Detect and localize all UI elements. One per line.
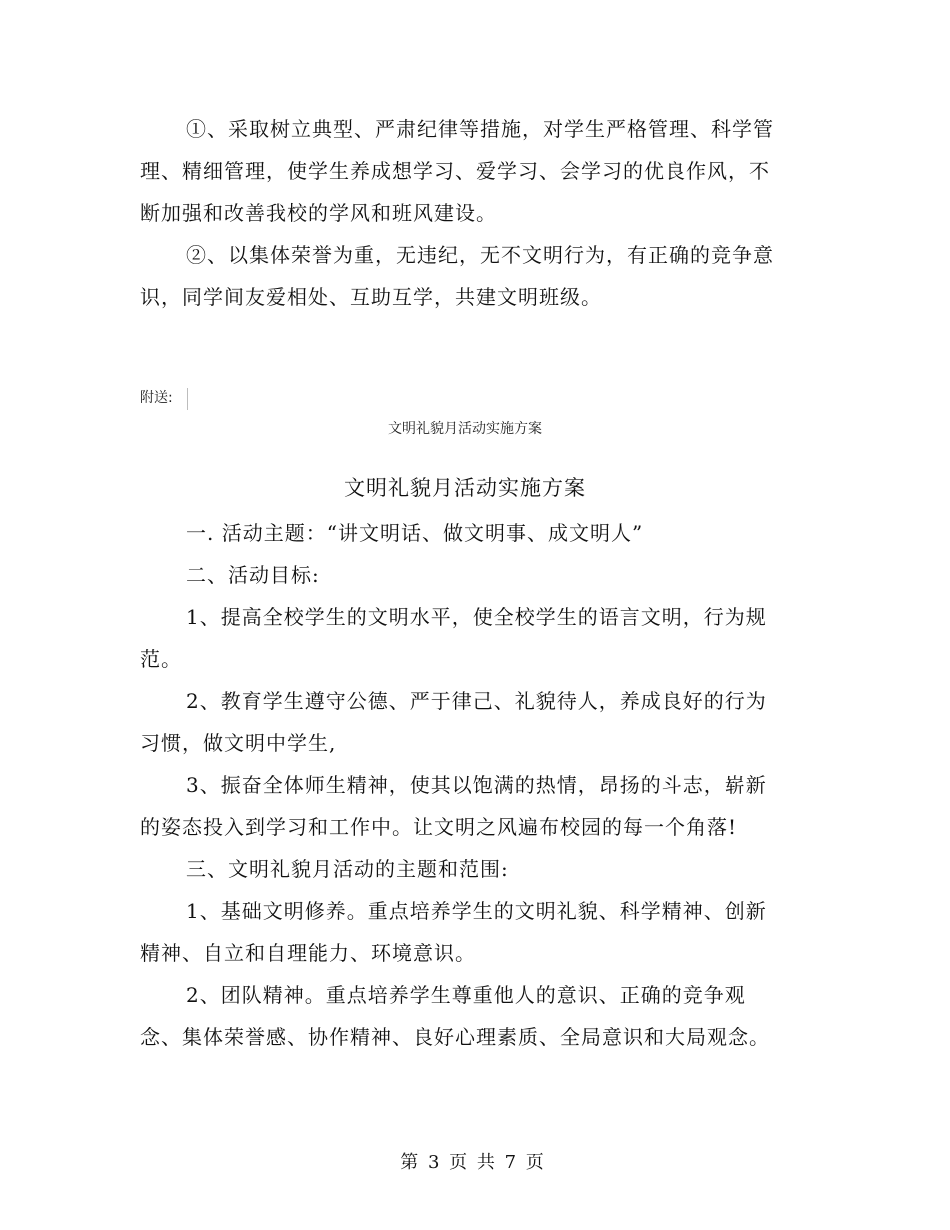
text-cursor-mark	[187, 388, 188, 410]
goal-item-2: 2、教育学生遵守公德、严于律己、礼貌待人，养成良好的行为习惯，做文明中学生,	[140, 689, 767, 755]
section-heading-scope: 三、文明礼貌月活动的主题和范围:	[186, 857, 509, 881]
attachment-label: 附送:	[140, 390, 173, 406]
main-title: 文明礼貌月活动实施方案	[344, 476, 586, 500]
scope-item-1: 1、基础文明修养。重点培养学生的文明礼貌、科学精神、创新精神、自立和自理能力、环境意识。	[140, 899, 767, 965]
goal-item-1: 1、提高全校学生的文明水平，使全校学生的语言文明，行为规范。	[140, 605, 767, 671]
section-heading-goals: 二、活动目标:	[186, 563, 320, 587]
activity-theme: 一. 活动主题：“讲文明话、做文明事、成文明人”	[186, 521, 644, 545]
attachment-title: 文明礼貌月活动实施方案	[388, 421, 542, 437]
paragraph-measure-2: ②、以集体荣誉为重，无违纪，无不文明行为，有正确的竞争意识，同学间友爱相处、互助互学，共建文明班级。	[140, 243, 774, 309]
goal-item-3: 3、振奋全体师生精神，使其以饱满的热情，昂扬的斗志，崭新的姿态投入到学习和工作中。让文明之风遍布校园的每一个角落!	[140, 773, 767, 839]
paragraph-measure-1: ①、采取树立典型、严肃纪律等措施，对学生严格管理、科学管理、精细管理，使学生养成想学习、爱学习、会学习的优良作风，不断加强和改善我校的学风和班风建设。	[140, 117, 774, 225]
scope-item-2: 2、团队精神。重点培养学生尊重他人的意识、正确的竞争观念、集体荣誉感、协作精神、良好心理素质、全局意识和大局观念。	[140, 983, 770, 1049]
page-number-footer: 第 3 页 共 7 页	[400, 1152, 546, 1173]
